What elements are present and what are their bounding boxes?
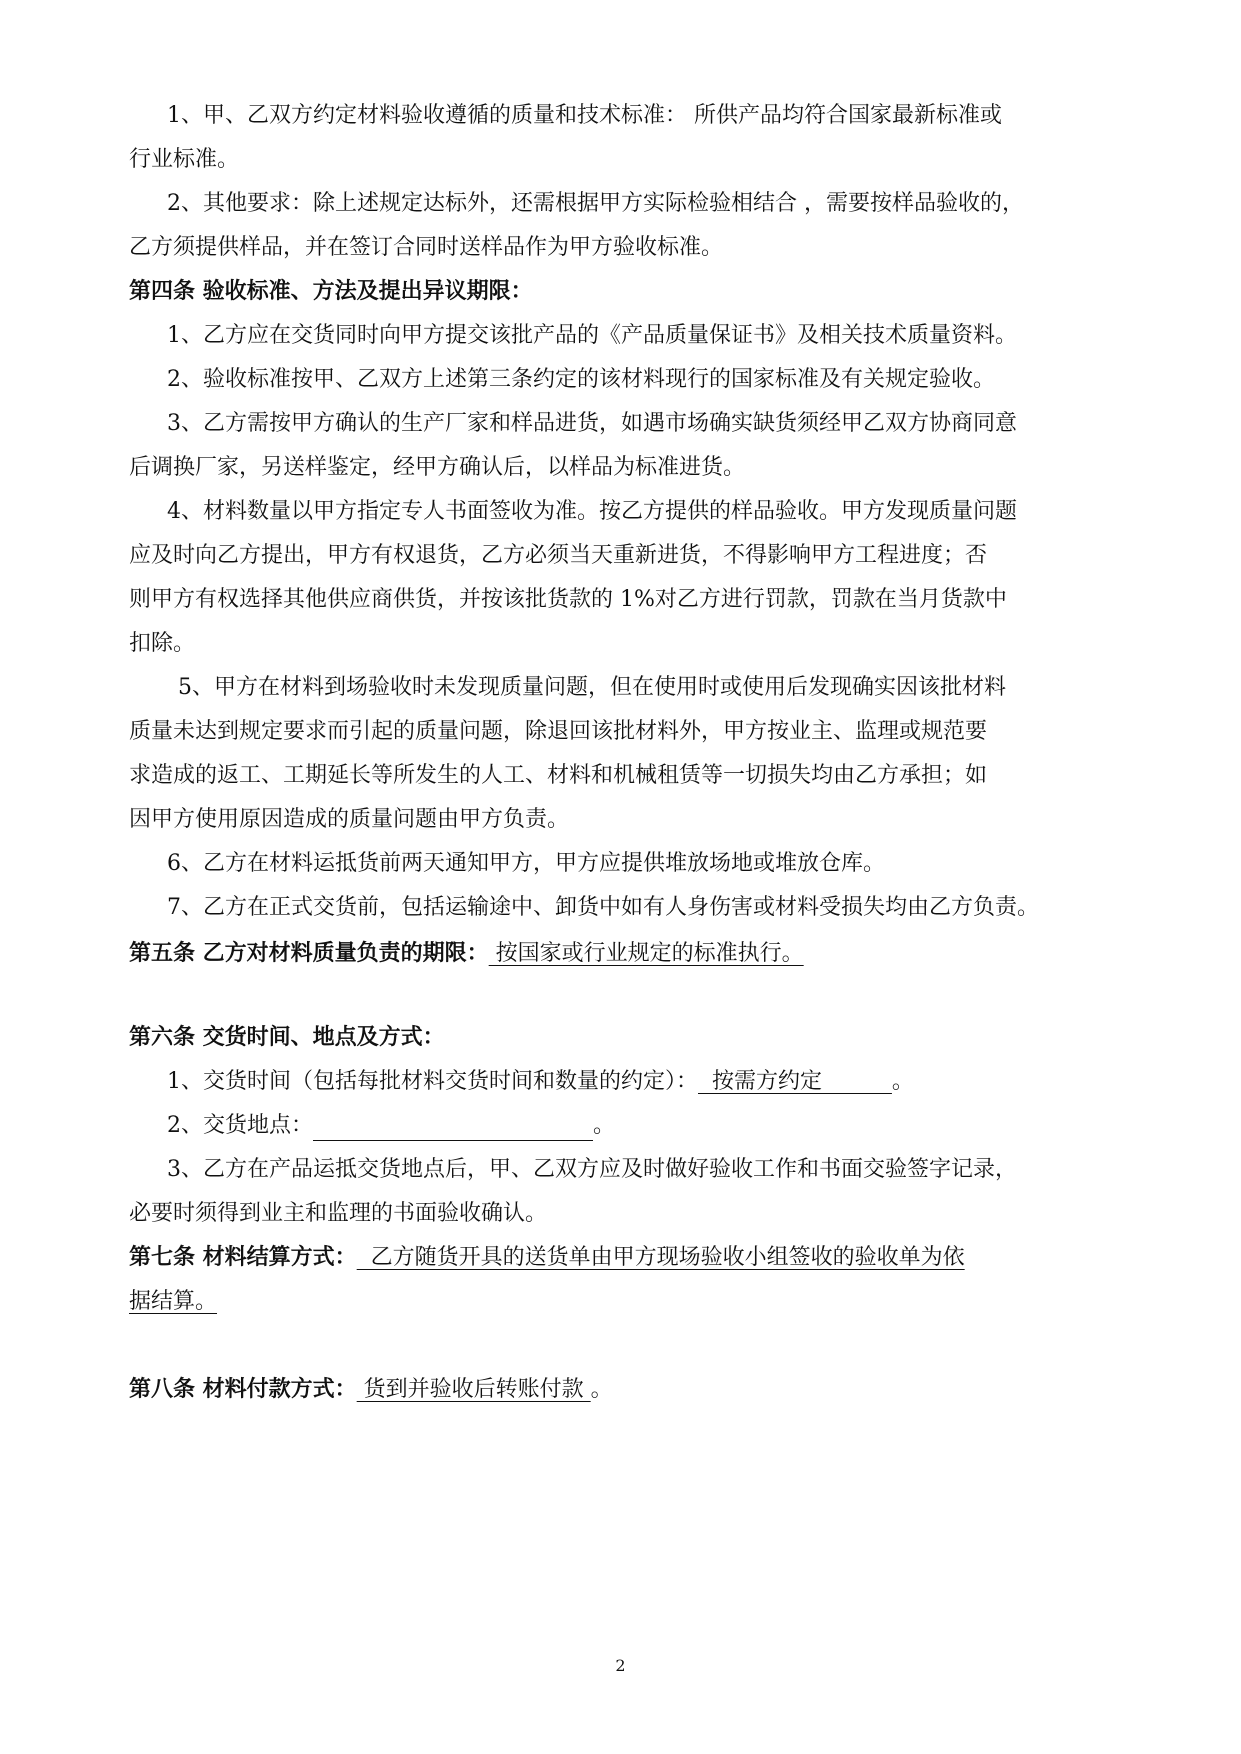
delivery-place-period: 。 — [593, 1113, 616, 1138]
clause-3-item-2-line-2: 乙方须提供样品，并在签订合同时送样品作为甲方验收标准。 — [129, 235, 724, 260]
delivery-time-period: 。 — [891, 1069, 914, 1094]
clause-4-item-4-line-2: 应及时向乙方提出，甲方有权退货，乙方必须当天重新进货，不得影响甲方工程进度；否 — [129, 543, 988, 568]
delivery-time-value: 按需方约定 — [698, 1069, 892, 1094]
page-number: 2 — [615, 1656, 626, 1675]
clause-7-heading: 第七条 材料结算方式： — [129, 1245, 357, 1270]
clause-3-item-1-line-2: 行业标准。 — [129, 147, 240, 172]
clause-6-heading: 第六条 交货时间、地点及方式： — [129, 1025, 445, 1050]
clause-4-item-7: 7、乙方在正式交货前，包括运输途中、卸货中如有人身伤害或材料受损失均由乙方负责。 — [167, 895, 1040, 920]
clause-4-item-1: 1、乙方应在交货同时向甲方提交该批产品的《产品质量保证书》及相关技术质量资料。 — [167, 323, 1017, 348]
clause-8-heading: 第八条 材料付款方式： — [129, 1377, 357, 1402]
clause-6-item-3-line-2: 必要时须得到业主和监理的书面验收确认。 — [129, 1201, 548, 1226]
clause-6-item-2 — [167, 1111, 615, 1141]
clause-4-item-4-line-3: 则甲方有权选择其他供应商供货，并按该批货款的 1%对乙方进行罚款，罚款在当月货款中 — [129, 587, 1007, 612]
clause-3-item-2-line-1: 2、其他要求：除上述规定达标外，还需根据甲方实际检验相结合 ，需要按样品验收的， — [167, 191, 1024, 216]
clause-3-item-1-line-1: 1、甲、乙双方约定材料验收遵循的质量和技术标准： 所供产品均符合国家最新标准或 — [167, 103, 1002, 128]
clause-7-line-2: 据结算。 — [129, 1289, 218, 1314]
clause-4-item-5-line-1: 5、甲方在材料到场验收时未发现质量问题，但在使用时或使用后发现确实因该批材料 — [178, 675, 1006, 700]
clause-4-item-2: 2、验收标准按甲、乙双方上述第三条约定的该材料现行的国家标准及有关规定验收。 — [167, 367, 995, 392]
clause-4-item-5-line-2: 质量未达到规定要求而引起的质量问题，除退回该批材料外，甲方按业主、监理或规范要 — [129, 719, 988, 744]
clause-5-heading: 第五条 乙方对材料质量负责的期限： — [129, 941, 489, 966]
clause-4-item-3-line-1: 3、乙方需按甲方确认的生产厂家和样品进货，如遇市场确实缺货须经甲乙双方协商同意 — [167, 411, 1017, 436]
clause-8-line — [129, 1375, 613, 1405]
clause-8-period: 。 — [590, 1377, 613, 1402]
clause-6-item-3-line-1: 3、乙方在产品运抵交货地点后，甲、乙双方应及时做好验收工作和书面交验签字记录， — [167, 1157, 1017, 1182]
clause-8-value: 货到并验收后转账付款 — [356, 1377, 591, 1402]
clause-4-item-5-line-4: 因甲方使用原因造成的质量问题由甲方负责。 — [129, 807, 570, 832]
clause-6-item-1 — [167, 1067, 914, 1097]
clause-4-item-6: 6、乙方在材料运抵货前两天通知甲方，甲方应提供堆放场地或堆放仓库。 — [167, 851, 885, 876]
delivery-place-blank — [313, 1116, 593, 1141]
clause-4-item-4-line-1: 4、材料数量以甲方指定专人书面签收为准。按乙方提供的样品验收。甲方发现质量问题 — [167, 499, 1017, 524]
clause-7-value: 乙方随货开具的送货单由甲方现场验收小组签收的验收单为依 — [356, 1245, 965, 1270]
clause-5-value: 按国家或行业规定的标准执行。 — [488, 941, 804, 966]
clause-7-line-1 — [129, 1243, 965, 1273]
delivery-place-label: 2、交货地点： — [167, 1113, 313, 1138]
delivery-time-label: 1、交货时间（包括每批材料交货时间和数量的约定）： — [167, 1069, 698, 1094]
clause-4-heading: 第四条 验收标准、方法及提出异议期限： — [129, 279, 533, 304]
clause-4-item-5-line-3: 求造成的返工、工期延长等所发生的人工、材料和机械租赁等一切损失均由乙方承担；如 — [129, 763, 988, 788]
clause-4-item-4-line-4: 扣除。 — [129, 631, 196, 656]
clause-4-item-3-line-2: 后调换厂家，另送样鉴定，经甲方确认后，以样品为标准进货。 — [129, 455, 746, 480]
clause-5-line — [129, 939, 804, 969]
